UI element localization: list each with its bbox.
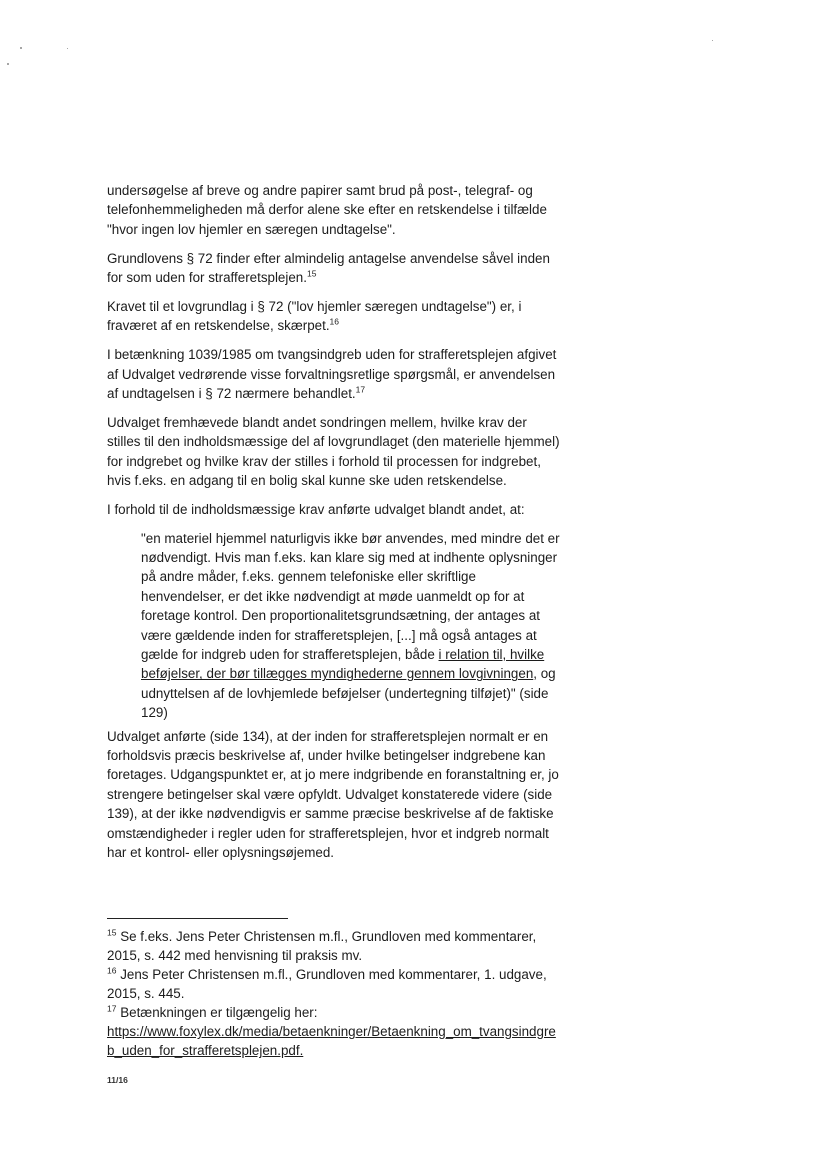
underlined-text: i relation til, hvilke beføjelser, der bør tillægges myndighederne gennem lovgivningen: [141, 647, 545, 682]
scan-speck: [67, 48, 68, 49]
scan-speck: [712, 40, 713, 41]
footnote-link[interactable]: https://www.foxylex.dk/media/betaenkninger/Betaenkning_om_tvangsindgreb_uden_for_strafferetsplejen.pdf.: [107, 1024, 556, 1058]
footnotes: [107, 927, 562, 1060]
body-text: [107, 181, 562, 872]
paragraph: Grundlovens § 72 finder efter almindelig antagelse anvendelse såvel inden for som uden for strafferetsplejen.$^{15}$: [107, 250, 550, 286]
footnote: $^{17}$ Betænkningen er tilgængelig her: https://www.foxylex.dk/media/betaenkninger/Betaenkning_om_tvangsindgreb_uden_for_strafferetsplejen.pdf.: [107, 1003, 556, 1058]
paragraph: Kravet til et lovgrundlag i § 72 ("lov hjemler særegen undtagelse") er, i fraværet af en retskendelse, skærpet.$^{16}$: [107, 299, 522, 334]
footnote: $^{16}$ Jens Peter Christensen m.fl., Grundloven med kommentarer, 1. udgave, 2015, s. 445.: [107, 965, 547, 1001]
scan-speck: [20, 47, 22, 49]
paragraph: I betænkning 1039/1985 om tvangsindgreb uden for strafferetsplejen afgivet af Udvalget vedrørende visse forvaltningsretlige spørgsmål, er anvendelsen af undtagelsen i § 72 nærmere behandlet.$^{17}$: [107, 347, 557, 402]
paragraph: Udvalget fremhævede blandt andet sondringen mellem, hvilke krav der stilles til den indholdsmæssige del af lovgrundlaget (den materielle hjemmel) for indgrebet og hvilke krav der stilles i forhold til processen for indgrebet, hvis f.eks. en adgang til en bolig skal kunne ske uden retskendelse.: [107, 415, 560, 489]
footnote: $^{15}$ Se f.eks. Jens Peter Christensen m.fl., Grundloven med kommentarer, 2015, s. 442 med henvisning til praksis mv.: [107, 927, 537, 963]
block-quote: "en materiel hjemmel naturligvis ikke bør anvendes, med mindre det er nødvendigt. Hvis man f.eks. kan klare sig med at indhente oplysninger på andre måder, f.eks. gennem telefoniske eller skriftlige henvendelser, er det ikke nødvendigt at møde uanmeldt op for at foretage kontrol. Den proportionalitetsgrundsætning, der antages at være gældende inden for strafferetsplejen, [...] må også antages at gælde for indgreb uden for strafferetsplejen, både i relation til, hvilke beføjelser, der bør tillægges myndighederne gennem lovgivningen, og udnyttelsen af de lovhjemlede beføjelser (undertegning tilføjet)" (side 129): [141, 530, 560, 721]
footnote-ref: 17: [355, 384, 366, 395]
page-number: 11/16: [107, 1075, 128, 1085]
footnote-ref: 15: [306, 268, 317, 279]
paragraph: undersøgelse af breve og andre papirer samt brud på post-, telegraf- og telefonhemmeligheden må derfor alene ske efter en retskendelse i tilfælde "hvor ingen lov hjemler en særegen undtagelse".: [107, 183, 547, 237]
footnote-ref: 16: [329, 316, 340, 327]
paragraph: Udvalget anførte (side 134), at der inden for strafferetsplejen normalt er en forholdsvis præcis beskrivelse af, under hvilke betingelser indgrebene kan foretages. Udgangspunktet er, at jo mere indgribende en foranstaltning er, jo strengere betingelser skal være opfyldt. Udvalget konstaterede videre (side 139), at der ikke nødvendigvis er samme præcise beskrivelse af de faktiske omstændigheder i regler uden for strafferetsplejen, hvor et indgreb normalt har et kontrol- eller oplysningsøjemed.: [107, 728, 559, 861]
scan-speck: [7, 63, 9, 65]
footnote-separator: [107, 918, 288, 919]
paragraph: I forhold til de indholdsmæssige krav anførte udvalget blandt andet, at:: [107, 502, 525, 518]
